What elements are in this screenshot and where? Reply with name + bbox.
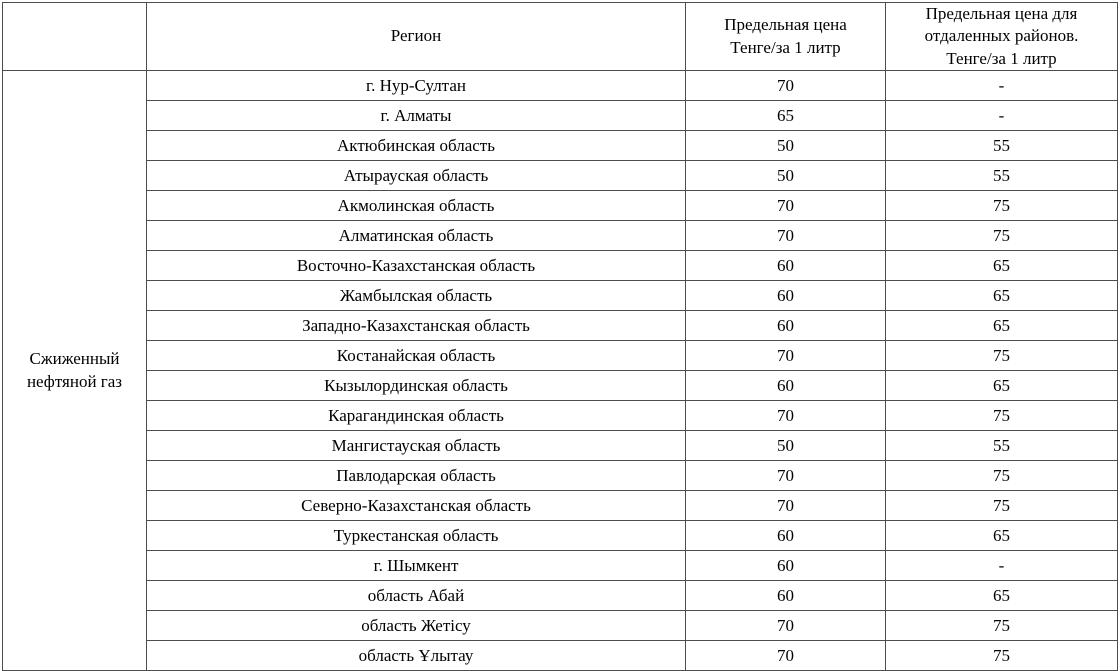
price-value: 50	[686, 431, 886, 461]
table-row	[3, 101, 1118, 131]
price-value: 65	[686, 101, 886, 131]
table-row	[3, 191, 1118, 221]
region-name: Алматинская область	[147, 221, 686, 251]
remote-price-value: 65	[886, 371, 1118, 401]
remote-price-value: -	[886, 101, 1118, 131]
table-row	[3, 311, 1118, 341]
price-value: 70	[686, 611, 886, 641]
price-value: 70	[686, 401, 886, 431]
price-value: 70	[686, 341, 886, 371]
price-value: 60	[686, 521, 886, 551]
region-name: Кызылординская область	[147, 371, 686, 401]
table-row	[3, 401, 1118, 431]
table-row	[3, 131, 1118, 161]
price-value: 50	[686, 161, 886, 191]
price-value: 60	[686, 551, 886, 581]
region-name: область Абай	[147, 581, 686, 611]
remote-price-value: 65	[886, 521, 1118, 551]
price-value: 70	[686, 461, 886, 491]
region-name: Мангистауская область	[147, 431, 686, 461]
price-value: 60	[686, 371, 886, 401]
region-name: область Жетісу	[147, 611, 686, 641]
header-region-label: Регион	[390, 26, 442, 46]
region-name: Западно-Казахстанская область	[147, 311, 686, 341]
product-label-cell: Сжиженный нефтяной газ	[3, 71, 147, 671]
header-region	[147, 3, 686, 71]
table-row	[3, 551, 1118, 581]
table-row	[3, 71, 1118, 101]
remote-price-value: 55	[886, 131, 1118, 161]
region-name: Северно-Казахстанская область	[147, 491, 686, 521]
price-value: 70	[686, 491, 886, 521]
table-row	[3, 251, 1118, 281]
table-row	[3, 431, 1118, 461]
price-value: 50	[686, 131, 886, 161]
table-row	[3, 581, 1118, 611]
remote-price-value: 75	[886, 341, 1118, 371]
region-name: Павлодарская область	[147, 461, 686, 491]
region-name: Костанайская область	[147, 341, 686, 371]
region-name: г. Шымкент	[147, 551, 686, 581]
table-body	[3, 71, 1118, 671]
price-value: 70	[686, 221, 886, 251]
remote-price-value: -	[886, 71, 1118, 101]
table-row	[3, 521, 1118, 551]
remote-price-value: 65	[886, 251, 1118, 281]
region-name: Жамбылская область	[147, 281, 686, 311]
table-row	[3, 281, 1118, 311]
header-price	[686, 3, 886, 71]
price-value: 70	[686, 71, 886, 101]
region-name: область Ұлытау	[147, 641, 686, 671]
header-remote-price-unit: Тенге/за 1 литр	[946, 48, 1057, 68]
remote-price-value: -	[886, 551, 1118, 581]
table-row	[3, 161, 1118, 191]
region-name: Атырауская область	[147, 161, 686, 191]
header-price-unit: Тенге/за 1 литр	[730, 37, 841, 57]
remote-price-value: 75	[886, 461, 1118, 491]
header-remote-price	[886, 3, 1118, 71]
price-value: 60	[686, 581, 886, 611]
region-name: г. Нур-Султан	[147, 71, 686, 101]
price-value: 60	[686, 281, 886, 311]
region-name: Акмолинская область	[147, 191, 686, 221]
table-row	[3, 611, 1118, 641]
remote-price-value: 55	[886, 431, 1118, 461]
header-price-label: Предельная цена	[724, 15, 847, 35]
remote-price-value: 65	[886, 281, 1118, 311]
remote-price-value: 75	[886, 401, 1118, 431]
region-name: Карагандинская область	[147, 401, 686, 431]
table-row	[3, 461, 1118, 491]
remote-price-value: 55	[886, 161, 1118, 191]
remote-price-value: 75	[886, 641, 1118, 671]
remote-price-value: 75	[886, 221, 1118, 251]
price-value: 60	[686, 251, 886, 281]
header-remote-price-label: Предельная цена для отдаленных районов.	[924, 4, 1079, 46]
price-value: 70	[686, 641, 886, 671]
region-name: Актюбинская область	[147, 131, 686, 161]
price-value: 70	[686, 191, 886, 221]
table-row	[3, 641, 1118, 671]
remote-price-value: 65	[886, 311, 1118, 341]
table-header	[3, 3, 1118, 71]
table-row	[3, 371, 1118, 401]
header-spacer-cell	[3, 3, 147, 71]
table-row	[3, 341, 1118, 371]
header-row	[3, 3, 1118, 71]
remote-price-value: 75	[886, 191, 1118, 221]
remote-price-value: 75	[886, 491, 1118, 521]
region-name: Восточно-Казахстанская область	[147, 251, 686, 281]
remote-price-value: 75	[886, 611, 1118, 641]
remote-price-value: 65	[886, 581, 1118, 611]
region-name: Туркестанская область	[147, 521, 686, 551]
table-row	[3, 221, 1118, 251]
price-value: 60	[686, 311, 886, 341]
fuel-price-table	[2, 2, 1118, 671]
table-row	[3, 491, 1118, 521]
region-name: г. Алматы	[147, 101, 686, 131]
